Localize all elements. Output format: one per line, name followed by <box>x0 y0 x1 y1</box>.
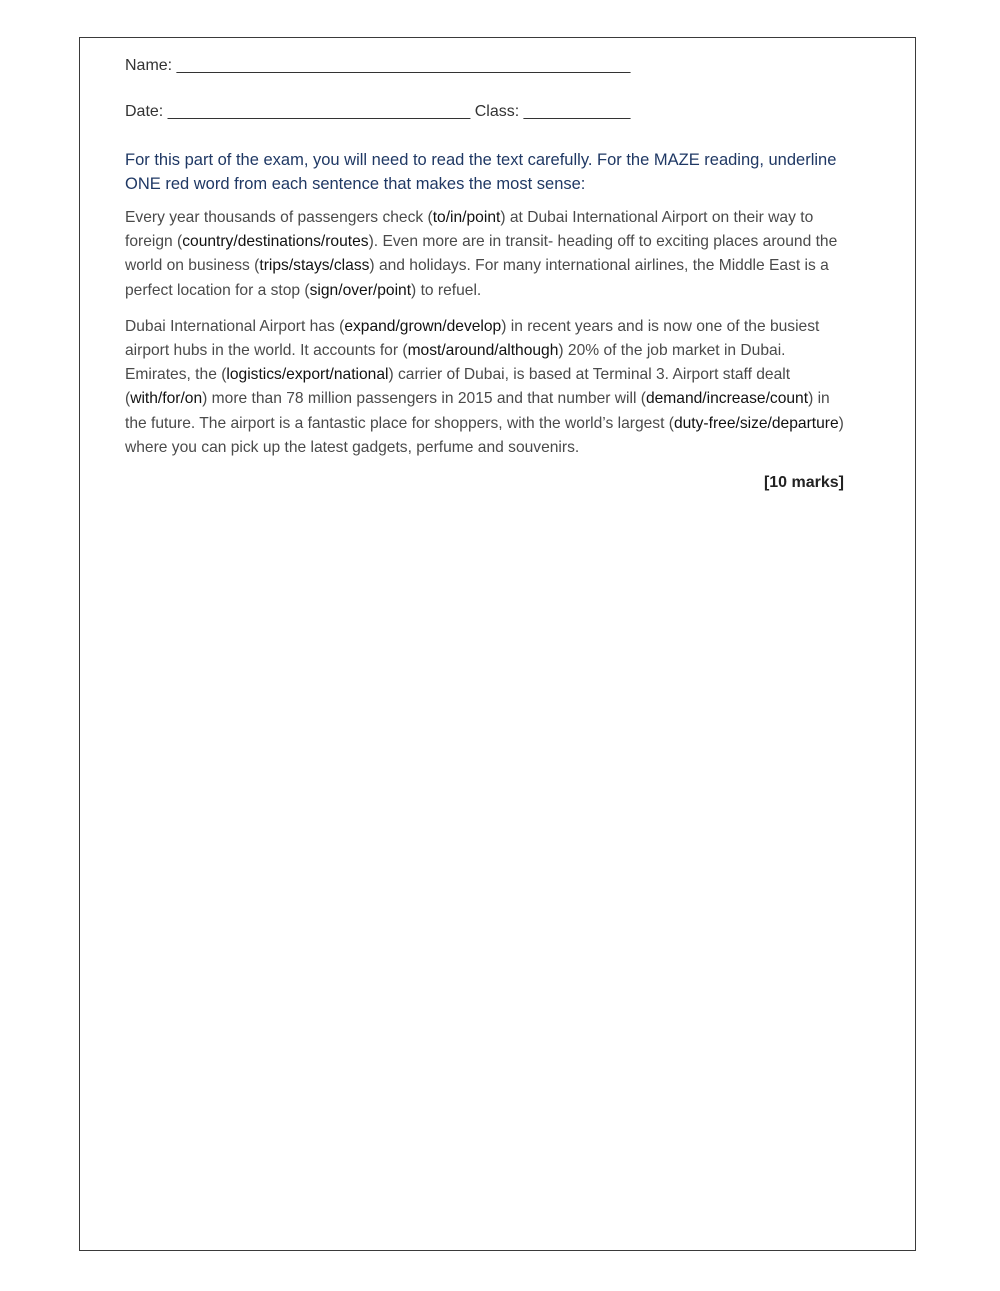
name-field[interactable] <box>125 52 850 80</box>
p2-options-3[interactable]: logistics/export/national <box>226 366 389 384</box>
name-blank[interactable]: ___________________________________________________ <box>176 57 631 74</box>
p1-text-1: Every year thousands of passengers check ( <box>125 209 433 226</box>
worksheet-content <box>125 52 850 492</box>
p2-text-2: ) in recent years and is now one of the busiest airport hubs in the world. It accounts for ( <box>125 317 820 360</box>
class-label: Class: <box>474 103 520 120</box>
p2-text-3: ) 20% of the job market in Dubai. Emirates, the ( <box>125 342 786 384</box>
name-label: Name: <box>125 57 173 74</box>
paragraph-1 <box>125 206 850 303</box>
class-blank[interactable]: ____________ <box>523 103 631 120</box>
p2-options-4[interactable]: with/for/on <box>130 390 203 408</box>
p1-options-3[interactable]: trips/stays/class <box>259 257 370 275</box>
date-label: Date: <box>125 103 164 120</box>
p2-options-6[interactable]: duty-free/size/departure <box>673 414 839 432</box>
p1-options-1[interactable]: to/in/point <box>432 209 501 226</box>
p2-text-1: Dubai International Airport has ( <box>125 317 345 335</box>
p1-text-4: ) and holidays. For many international airlines, the Middle East is a perfect location for a stop ( <box>125 257 829 299</box>
p1-options-2[interactable]: country/destinations/routes <box>182 233 369 251</box>
p2-text-5: ) more than 78 million passengers in 2015 and that number will ( <box>202 390 646 408</box>
p2-options-5[interactable]: demand/increase/count <box>645 390 809 408</box>
p1-options-4[interactable]: sign/over/point <box>309 281 412 299</box>
p1-text-3: ). Even more are in transit- heading off to exciting places around the world on business ( <box>125 233 838 275</box>
p2-options-1[interactable]: expand/grown/develop <box>344 317 502 335</box>
p2-text-4: ) carrier of Dubai, is based at Terminal 3. Airport staff dealt ( <box>125 366 791 408</box>
p2-text-7: ) where you can pick up the latest gadgets, perfume and souvenirs. <box>125 414 844 456</box>
p2-text-6: ) in the future. The airport is a fantastic place for shoppers, with the world’s largest ( <box>125 390 830 432</box>
date-blank[interactable]: __________________________________ <box>167 103 471 120</box>
p2-options-2[interactable]: most/around/although <box>407 342 559 360</box>
marks-label: [10 marks] <box>763 474 844 492</box>
date-class-row <box>125 98 850 126</box>
p1-text-5: ) to refuel. <box>411 281 482 299</box>
instructions-text: For this part of the exam, you will need to read the text carefully. For the MAZE reading, underline ONE red word from each sentence that makes the most sense: <box>125 151 837 193</box>
p1-text-2: ) at Dubai International Airport on their way to foreign ( <box>125 209 814 251</box>
paragraph-2 <box>125 315 850 460</box>
